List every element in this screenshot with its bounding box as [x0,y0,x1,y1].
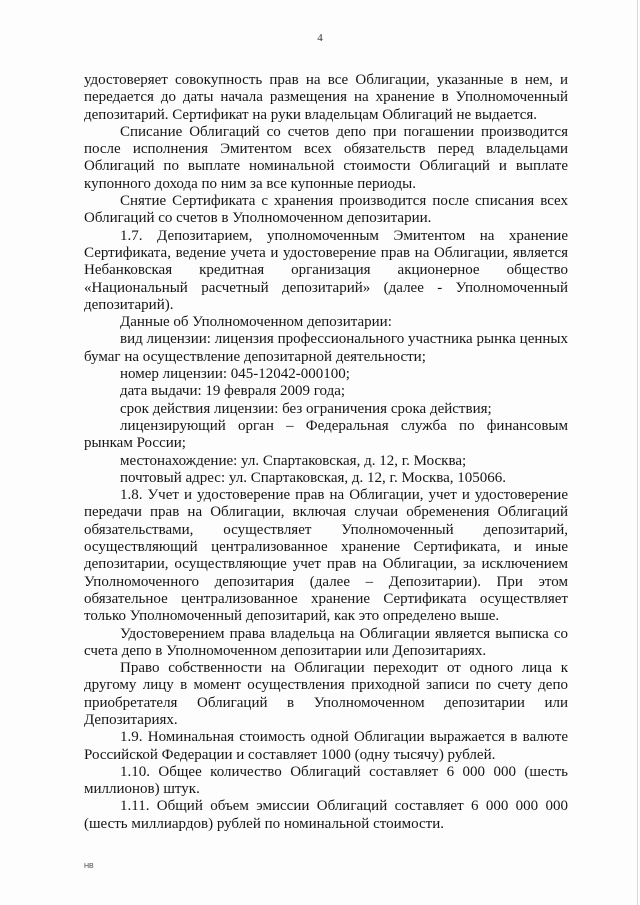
license-type: вид лицензии: лицензия профессионального участника рынка ценных бумаг на осуществление депозитарной деятельности; [84,331,568,365]
scan-edge-line [637,0,638,905]
document-body [84,72,568,833]
paragraph: Снятие Сертификата с хранения производится после списания всех Облигаций со счетов в Уполномоченном депозитарии. [84,193,568,227]
paragraph: Удостоверением права владельца на Облигации является выписка со счета депо в Уполномоченном депозитарии или Депозитариях. [84,625,568,659]
license-issue-date: дата выдачи: 19 февраля 2009 года; [120,383,346,400]
footer-initials: НВ [84,863,94,870]
license-term: срок действия лицензии: без ограничения срока действия; [120,400,492,417]
paragraph-section-1-10: 1.10. Общее количество Облигаций составляет 6 000 000 (шесть миллионов) штук. [84,763,568,798]
paragraph: Данные об Уполномоченном депозитарии: [120,314,392,331]
paragraph: Право собственности на Облигации переходит от одного лица к другому лицу в момент осуществления приходной записи по счету депо приобретателя Облигаций в Уполномоченном депозитарии или Депозитариях. [84,660,568,728]
paragraph-section-1-11: 1.11. Общий объем эмиссии Облигаций составляет 6 000 000 000 (шесть миллиардов) рублей по номинальной стоимости. [84,798,568,832]
paragraph-section-1-7: 1.7. Депозитарием, уполномоченным Эмитентом на хранение Сертификата, ведение учета и удостоверение прав на Облигации, является Небанковская кредитная организация акционерное общество «Национальный расчетный депозитарий» (далее - Уполномоченный депозитарий). [84,227,568,313]
paragraph: удостоверяет совокупность прав на все Облигации, указанные в нем, и передается до даты начала размещения на хранение в Уполномоченный депозитарий. Сертификат на руки владельцам Облигаций не выдается. [84,72,568,123]
location: местонахождение: ул. Спартаковская, д. 12, г. Москва; [120,452,467,469]
postal-address: почтовый адрес: ул. Спартаковская, д. 12, г. Москва, 105066. [120,469,507,486]
page-number: 4 [317,32,323,44]
paragraph-section-1-8: 1.8. Учет и удостоверение прав на Облигации, учет и удостоверение передачи прав на Облигации, включая случаи обременения Облигаций обязательствами, осуществляет Уполномоченный депозитарий, осуществляющий централизованное хранение Сертификата, и иные депозитарии, осуществляющие учет прав на Облигации, за исключением Уполномоченного депозитария (далее – Депозитарии). При этом обязательное централизованное хранение Сертификата осуществляет только Уполномоченный депозитарий, как это определено выше. [84,487,568,625]
paragraph-section-1-9: 1.9. Номинальная стоимость одной Облигации выражается в валюте Российской Федерации и составляет 1000 (одну тысячу) рублей. [84,729,568,763]
license-number: номер лицензии: 045-12042-000100; [120,366,350,383]
licensing-authority: лицензирующий орган – Федеральная служба по финансовым рынкам России; [84,417,568,452]
paragraph: Списание Облигаций со счетов депо при погашении производится после исполнения Эмитентом всех обязательств перед владельцами Облигаций по выплате номинальной стоимости Облигаций и выплате купонного дохода по ним за все купонные периоды. [84,123,568,192]
